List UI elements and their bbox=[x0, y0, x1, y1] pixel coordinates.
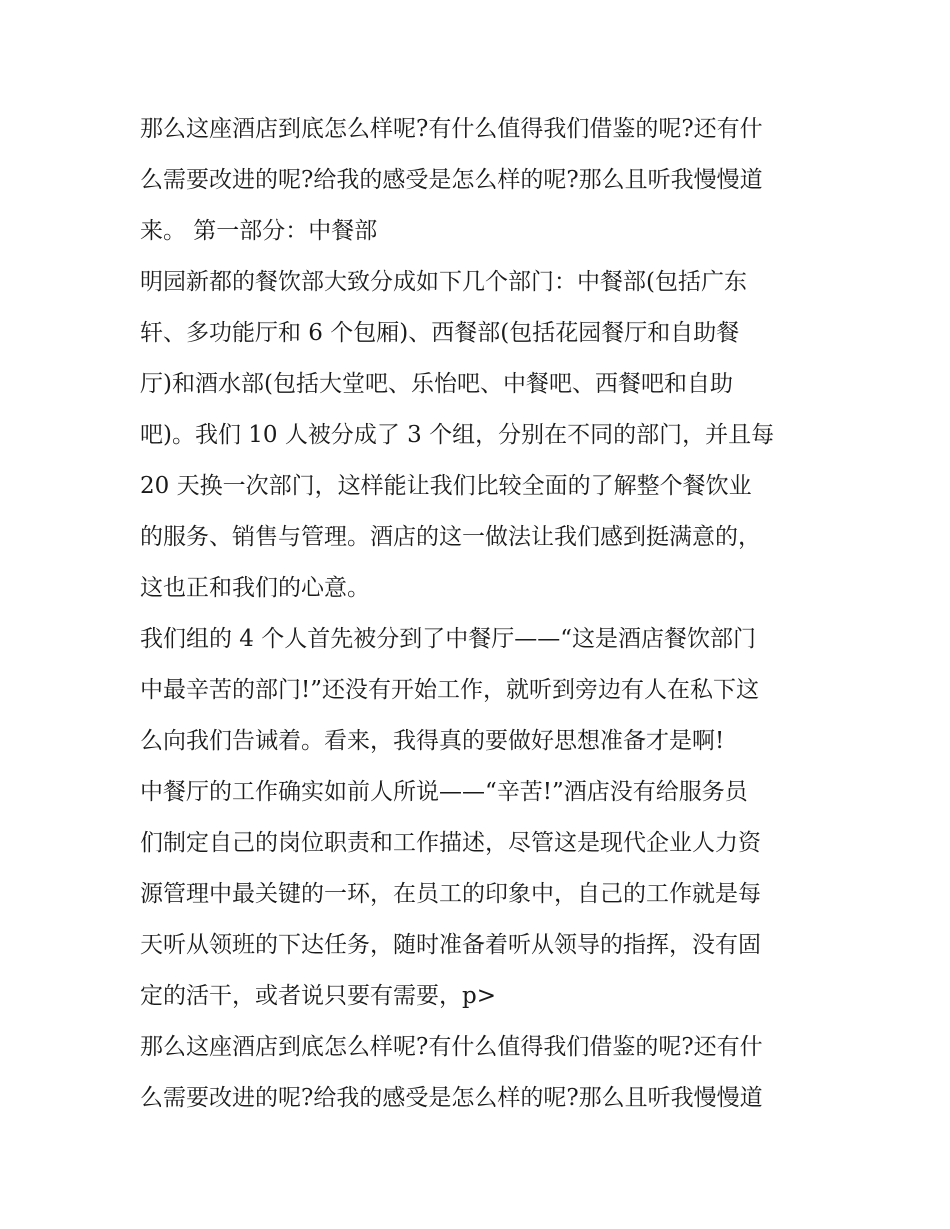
text-line: 天听从领班的下达任务，随时准备着听从领导的指挥，没有固 bbox=[140, 932, 761, 958]
text-line: 我们组的 4 个人首先被分到了中餐厅——“这是酒店餐饮部门 bbox=[140, 626, 757, 652]
document-body bbox=[140, 104, 830, 1124]
text-line: 么需要改进的呢?给我的感受是怎么样的呢?那么且听我慢慢道 bbox=[140, 1085, 763, 1111]
text-line: 们制定自己的岗位职责和工作描述，尽管这是现代企业人力资 bbox=[140, 830, 761, 856]
text-line: 轩、多功能厅和 6 个包厢)、西餐部(包括花园餐厅和自助餐 bbox=[140, 320, 740, 346]
text-line: 那么这座酒店到底怎么样呢?有什么值得我们借鉴的呢?还有什 bbox=[140, 1034, 763, 1060]
text-line: 20 天换一次部门，这样能让我们比较全面的了解整个餐饮业 bbox=[140, 473, 752, 499]
text-line: 中餐厅的工作确实如前人所说——“辛苦!”酒店没有给服务员 bbox=[140, 779, 748, 805]
text-line: 那么这座酒店到底怎么样呢?有什么值得我们借鉴的呢?还有什 bbox=[140, 116, 763, 142]
text-line: 厅)和酒水部(包括大堂吧、乐怡吧、中餐吧、西餐吧和自助 bbox=[140, 371, 733, 397]
text-line: 这也正和我们的心意。 bbox=[140, 575, 370, 601]
text-line: 源管理中最关键的一环，在员工的印象中，自己的工作就是每 bbox=[140, 881, 761, 907]
text-line: 吧)。我们 10 人被分成了 3 个组，分别在不同的部门，并且每 bbox=[140, 422, 775, 448]
text-line: 的服务、销售与管理。酒店的这一做法让我们感到挺满意的， bbox=[140, 524, 761, 550]
text-line: 明园新都的餐饮部大致分成如下几个部门：中餐部(包括广东 bbox=[140, 269, 747, 295]
text-line: 定的活干，或者说只要有需要，p> bbox=[140, 983, 496, 1009]
text-line: 么向我们告诫着。看来，我得真的要做好思想准备才是啊! bbox=[140, 728, 725, 754]
text-line: 么需要改进的呢?给我的感受是怎么样的呢?那么且听我慢慢道 bbox=[140, 167, 763, 193]
text-line: 中最辛苦的部门!”还没有开始工作，就听到旁边有人在私下这 bbox=[140, 677, 760, 703]
text-line: 来。 第一部分：中餐部 bbox=[140, 218, 378, 244]
